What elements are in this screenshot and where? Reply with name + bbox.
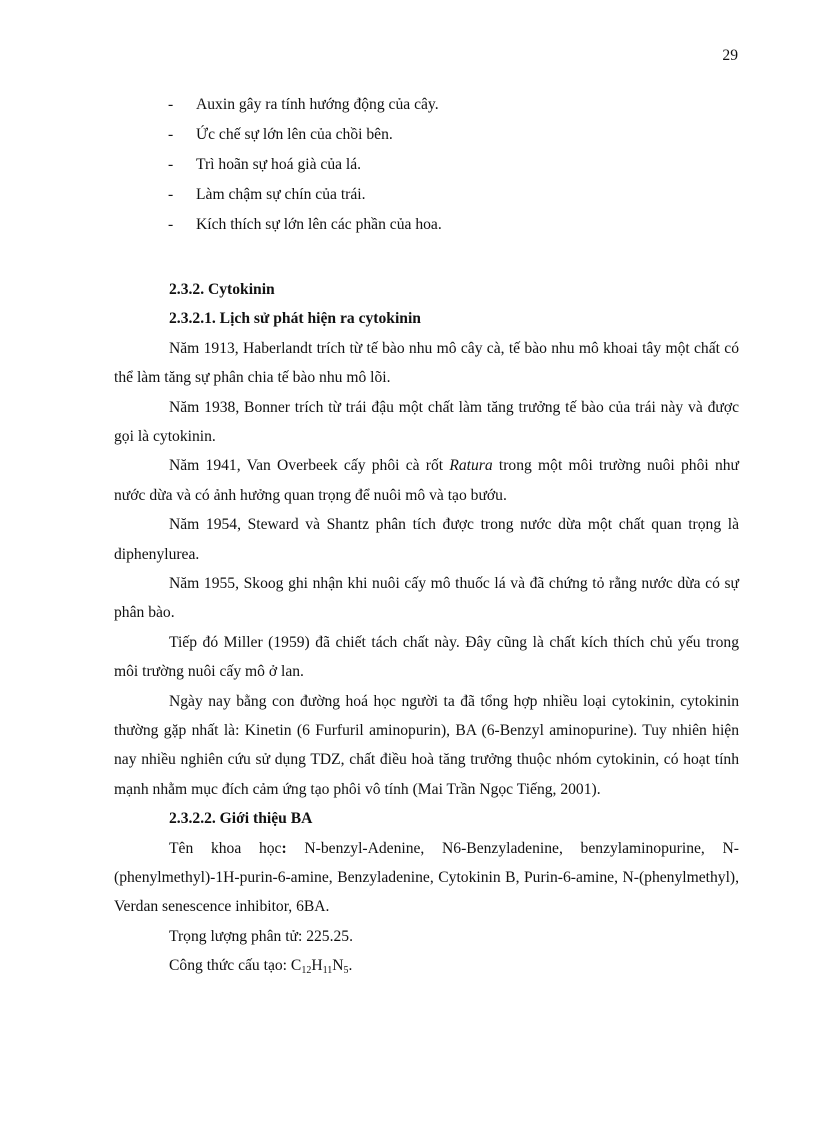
paragraph-1913: Năm 1913, Haberlandt trích từ tế bào nhu mô cây cà, tế bào nhu mô khoai tây một chất có thể làm tăng sự phân chia tế bào nhu mô lõi. — [114, 339, 739, 387]
paragraph-formula — [114, 951, 739, 980]
bullet-marker: - — [168, 96, 174, 113]
bullet-text: Auxin gây ra tính hướng động của cây. — [196, 96, 439, 113]
subsection-heading-ba: 2.3.2.2. Giới thiệu BA — [169, 810, 313, 828]
paragraph-scientific-name — [114, 834, 739, 922]
formula-h: H — [311, 957, 323, 975]
page-number: 29 — [722, 47, 738, 64]
list-item — [168, 214, 728, 244]
main-content — [114, 275, 739, 981]
formula-n: N — [332, 957, 344, 975]
species-name: Ratura — [449, 457, 493, 475]
bullet-marker: - — [168, 126, 174, 143]
bullet-text: Ức chế sự lớn lên của chồi bên. — [196, 126, 393, 143]
paragraph-miller: Tiếp đó Miller (1959) đã chiết tách chất này. Đây cũng là chất kích thích chủ yếu trong môi trường nuôi cấy mô ở lan. — [114, 633, 739, 681]
paragraph-1941-start: Năm 1941, Van Overbeek cấy phôi cà rốt — [169, 457, 450, 475]
bullet-marker: - — [168, 216, 174, 233]
scientific-name-value: N-benzyl-Adenine, N6-Benzyladenine, benzylaminopurine, N-(phenylmethyl)-1H-purin-6-amine, Benzyladenine, Cytokinin B, Purin-6-amine, N-(phenylmethyl), Verdan senescence inhibitor, 6BA. — [114, 839, 739, 916]
paragraph-1941 — [114, 451, 739, 510]
scientific-name-colon: : — [281, 839, 287, 857]
bullet-marker: - — [168, 186, 174, 203]
formula-c: C — [290, 957, 302, 975]
subsection-heading-history: 2.3.2.1. Lịch sử phát hiện ra cytokinin — [169, 310, 421, 328]
formula-n-count: 5 — [343, 965, 349, 977]
list-item — [168, 124, 728, 154]
paragraph-synthesis: Ngày nay bằng con đường hoá học người ta đã tổng hợp nhiều loại cytokinin, cytokinin thường gặp nhất là: Kinetin (6 Furfuril aminopurin), BA (6-Benzyl aminopurine). Tuy nhiên hiện nay nhiều nghiên cứu sử dụng TDZ, chất điều hoà tăng trưởng thuộc nhóm cytokinin, có hoạt tính mạnh nhằm mục đích cảm ứng tạo phôi vô tính (Mai Trần Ngọc Tiếng, 2001). — [114, 692, 739, 798]
paragraph-1941-end: trong một môi trường nuôi phôi như nước dừa và có ảnh hưởng quan trọng để nuôi mô và tạo bướu. — [114, 457, 739, 504]
formula-label: Công thức cấu tạo: — [169, 957, 291, 975]
formula-end: . — [348, 957, 353, 975]
bullet-text: Làm chậm sự chín của trái. — [196, 186, 366, 203]
formula-h-count: 11 — [322, 965, 333, 977]
bullet-marker: - — [168, 156, 174, 173]
paragraph-1955: Năm 1955, Skoog ghi nhận khi nuôi cấy mô thuốc lá và đã chứng tỏ rằng nước dừa có sự phân bào. — [114, 575, 739, 622]
section-heading: 2.3.2. Cytokinin — [169, 281, 275, 298]
paragraph-1954: Năm 1954, Steward và Shantz phân tích được trong nước dừa một chất quan trọng là diphenylurea. — [114, 516, 739, 563]
list-item — [168, 154, 728, 184]
paragraph-molecular-weight: Trọng lượng phân tử: 225.25. — [169, 927, 353, 945]
list-item — [168, 184, 728, 214]
list-item — [168, 94, 728, 124]
bullet-text: Trì hoãn sự hoá già của lá. — [196, 156, 362, 173]
scientific-name-label: Tên khoa học — [169, 839, 282, 857]
paragraph-1938: Năm 1938, Bonner trích từ trái đậu một chất làm tăng trưởng tế bào của trái này và được gọi là cytokinin. — [114, 398, 739, 445]
chemical-formula — [290, 957, 353, 977]
formula-c-count: 12 — [301, 965, 312, 977]
bullet-list — [168, 94, 728, 244]
bullet-text: Kích thích sự lớn lên các phần của hoa. — [196, 216, 442, 233]
